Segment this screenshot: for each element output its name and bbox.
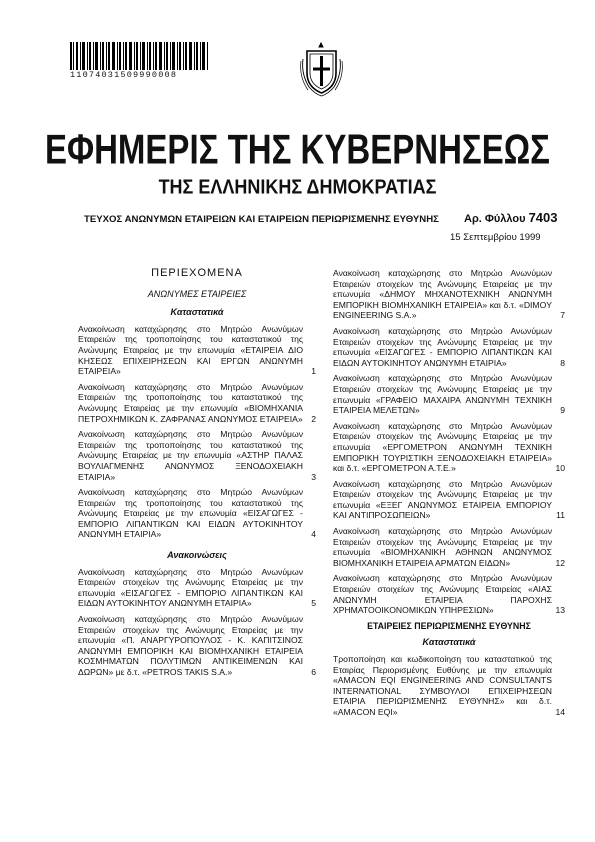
contents-entry — [333, 268, 565, 321]
coat-of-arms-icon — [299, 39, 344, 99]
entry-page-number: 4 — [311, 529, 316, 540]
sheet-label: Αρ. Φύλλου — [464, 213, 526, 225]
entry-page-number: 9 — [560, 405, 565, 416]
gazette-subtitle: ΤΗΣ ΕΛΛΗΝΙΚΗΣ ΔΗΜΟΚΡΑΤΙΑΣ — [158, 175, 437, 198]
barcode-number: 11074031509990008 — [70, 70, 178, 80]
sheet-number: 7403 — [528, 210, 558, 225]
contents-title: ΠΕΡΙΕΧΟΜΕΝΑ — [151, 267, 243, 279]
contents-entry — [333, 526, 565, 568]
entry-text: Ανακοίνωση καταχώρησης στο Μητρώο Ανωνύμων Εταιρειών στοιχείων της Ανώνυμης Εταιρείας «ΑΙΑΣ ΑΝΩΝΥΜΗ ΕΤΑΙΡΕΙΑ ΠΑΡΟΧΗΣ ΧΡΗΜΑΤΟΟΙΚΟΝΟΜΙΚΩΝ ΥΠΗΡΕΣΙΩΝ» — [333, 573, 552, 616]
contents-entry — [78, 382, 316, 424]
contents-entry — [78, 324, 316, 377]
entry-page-number: 10 — [555, 463, 565, 474]
entry-text: Ανακοίνωση καταχώρησης στο Μητρώο Ανωνύμων Εταιρειών στοιχείων της Ανώνυμης Εταιρείας με την επωνυμία «ΕΞΕΓ ΑΝΩΝΥΜΟΣ ΕΤΑΙΡΕΙΑ ΕΜΠΟΡΙΟΥ ΚΑΙ ΑΝΤΙΠΡΟΣΩΠΕΙΩΝ» — [333, 478, 552, 521]
entry-text: Ανακοίνωση καταχώρησης στο Μητρώο Ανωνύμων Εταιρειών στοιχείων της Ανώνυμης Εταιρείας με την επωνυμία «ΕΙΣΑΓΩΓΕΣ - ΕΜΠΟΡΙΟ ΛΙΠΑΝΤΙΚΩΝ ΚΑΙ ΕΙΔΩΝ ΑΥΤΟΚΙΝΗΤΟΥ ΑΝΩΝΥΜΗ ΕΤΑΙΡΙΑ» — [333, 325, 552, 368]
entry-page-number: 13 — [555, 605, 565, 616]
entry-page-number: 2 — [311, 413, 316, 424]
entry-text: Ανακοίνωση καταχώρησης στο Μητρώο Ανωνύμων Εταιρειών της τροποποίησης του καταστατικού της Ανώνυμης Εταιρείας με την επωνυμία «ΒΙΟΜΗΧΑΝΙΑ ΠΕΤΡΟΧΗΜΙΚΩΝ Κ. ΖΑΦΡΑΝΑΣ ΑΝΩΝΥΜΟΣ ΕΤΑΙΡΕΙΑ» — [78, 381, 303, 424]
issue-type: ΤΕΥΧΟΣ ΑΝΩΝΥΜΩΝ ΕΤΑΙΡΕΙΩΝ ΚΑΙ ΕΤΑΙΡΕΙΩΝ ΠΕΡΙΩΡΙΣΜΕΝΗΣ ΕΥΘΥΝΗΣ — [84, 214, 439, 225]
sheet-number-block — [464, 210, 558, 225]
entry-text: Ανακοίνωση καταχώρησης στο Μητρώο Ανωνύμων Εταιρειών στοιχείων της Ανώνυμης Εταιρείας με την επωνυμία «ΒΙΟΜΗΧΑΝΙΚΗ ΑΘΗΝΩΝ ΑΝΩΝΥΜΟΣ ΒΙΟΜΗΧΑΝΙΚΗ ΕΤΑΙΡΕΙΑ ΑΡΜΑΤΩΝ ΕΙΔΩΝ» — [333, 526, 552, 568]
entry-page-number: 14 — [555, 706, 565, 717]
barcode — [70, 42, 210, 70]
entry-text: Τροποποίηση και κωδικοποίηση του καταστατικού της Εταιρίας Περιορισμένης Ευθύνης με την επωνυμία «AMACON EQI ENGINEERING AND CONSULTANTS INTERNATIONAL ΣΥΜΒΟΥΛΟΙ ΕΠΙΧΕΙΡΗΣΕΩΝ ΕΤΑΙΡΙΑ ΠΕΡΙΩΡΙΣΜΕΝΗΣ ΕΥΘΥΝΗΣ» και δ.τ. «AMACON EQI» — [333, 654, 552, 717]
entry-text: Ανακοίνωση καταχώρησης στο Μητρώο Ανωνύμων Εταιρειών της τροποποίησης του καταστατικού της Ανώνυμης Εταιρείας με την επωνυμία «ΑΣΤΗΡ ΠΑΛΑΣ ΒΟΥΛΙΑΓΜΕΝΗΣ ΑΝΩΝΥΜΟΣ ΞΕΝΟΔΟΧΕΙΑΚΗ ΕΤΑΙΡΙΑ» — [78, 429, 303, 482]
entry-page-number: 1 — [311, 366, 316, 377]
contents-entry — [78, 429, 316, 482]
entry-text: Ανακοίνωση καταχώρησης στο Μητρώο Ανωνύμων Εταιρειών στοιχείων της Ανώνυμης Εταιρείας με την επωνυμία «Π. ΑΝΑΡΓΥΡΟΠΟΥΛΟΣ - Κ. ΚΑΠΙΤΣΙΝΟΣ ΑΝΩΝΥΜΗ ΕΜΠΟΡΙΚΗ ΚΑΙ ΒΙΟΜΗΧΑΝΙΚΗ ΕΤΑΙΡΕΙΑ ΚΟΣΜΗΜΑΤΩΝ ΠΟΛΥΤΙΜΩΝ ΑΝΤΙΚΕΙΜΕΝΩΝ ΚΑΙ ΔΩΡΩΝ» με δ.τ. «PETROS TAKIS S.A.» — [78, 614, 303, 677]
entry-text: Ανακοίνωση καταχώρησης στο Μητρώο Ανωνύμων Εταιρειών στοιχείων της Ανώνυμης Εταιρείας με την επωνυμία «ΔΗΜΟΥ ΜΗΧΑΝΟΤΕΧΝΙΚΗ ΑΝΩΝΥΜΗ ΕΜΠΟΡΙΚΗ ΒΙΟΜΗΧΑΝΙΚΗ ΕΤΑΙΡΕΙΑ» και δ.τ. «DIMOY ENGINEERING S.A.» — [333, 268, 552, 321]
issue-date: 15 Σεπτεμβρίου 1999 — [450, 232, 541, 243]
contents-entry — [333, 373, 565, 415]
entry-page-number: 5 — [311, 598, 316, 609]
entry-text: Ανακοίνωση καταχώρησης στο Μητρώο Ανωνύμων Εταιρειών της τροποποίησης του καταστατικού της Ανώνυμης Εταιρείας με την επωνυμία «ΕΙΣΑΓΩΓΕΣ - ΕΜΠΟΡΙΟ ΛΙΠΑΝΤΙΚΩΝ ΚΑΙ ΕΙΔΩΝ ΑΥΤΟΚΙΝΗΤΟΥ ΑΝΩΝΥΜΗ ΕΤΑΙΡΙΑ» — [78, 487, 303, 540]
section-heading: ΑΝΩΝΥΜΕΣ ΕΤΑΙΡΕΙΕΣ — [147, 288, 247, 299]
contents-entry — [78, 567, 316, 609]
contents-entry — [333, 479, 565, 521]
entry-text: Ανακοίνωση καταχώρησης στο Μητρώο Ανωνύμων Εταιρειών της τροποποίησης του καταστατικού της Ανώνυμης Εταιρείας με την επωνυμία «ΕΤΑΙΡΕΙΑ ΔΙΟ ΚΗΣΕΩΣ ΕΠΙΧΕΙΡΗΣΕΩΝ ΚΑΙ ΕΡΓΩΝ ΑΝΩΝΥΜΗ ΕΤΑΙΡΕΙΑ» — [78, 323, 303, 377]
contents-entry — [333, 326, 565, 368]
entry-text: Ανακοίνωση καταχώρησης στο Μητρώο Ανωνύμων Εταιρειών στοιχείων της Ανώνυμης Εταιρείας με την επωνυμία «ΕΙΣΑΓΩΓΕΣ - ΕΜΠΟΡΙΟ ΛΙΠΑΝΤΙΚΩΝ ΚΑΙ ΕΙΔΩΝ ΑΥΤΟΚΙΝΗΤΟΥ ΑΝΩΝΥΜΗ ΕΤΑΙΡΙΑ» — [78, 566, 303, 609]
entry-page-number: 12 — [555, 557, 565, 568]
subsection-heading: Καταστατικά — [170, 307, 224, 318]
contents-entry — [333, 654, 565, 718]
gazette-title: ΕΦΗΜΕΡΙΣ ΤΗΣ ΚΥΒΕΡΝΗΣΕΩΣ — [45, 126, 550, 173]
subsection-heading: Καταστατικά — [422, 637, 476, 648]
contents-entry — [78, 614, 316, 678]
entry-page-number: 8 — [560, 357, 565, 368]
contents-right-column — [333, 268, 565, 723]
contents-entry — [333, 573, 565, 615]
entry-page-number: 11 — [556, 510, 565, 521]
entry-page-number: 3 — [311, 471, 316, 482]
section-heading: ΕΤΑΙΡΕΙΕΣ ΠΕΡΙΩΡΙΣΜΕΝΗΣ ΕΥΘΥΝΗΣ — [367, 620, 531, 631]
contents-entry — [333, 421, 565, 474]
entry-page-number: 7 — [560, 310, 565, 321]
contents-entry — [78, 487, 316, 540]
entry-page-number: 6 — [311, 667, 316, 677]
entry-text: Ανακοίνωση καταχώρησης στο Μητρώο Ανωνύμων Εταιρειών στοιχείων της Ανώνυμης Εταιρείας με την επωνυμία «ΓΡΑΦΕΙΟ ΜΑΧΑΙΡΑ ΑΝΩΝΥΜΗ ΤΕΧΝΙΚΗ ΕΤΑΙΡΕΙΑ ΜΕΛΕΤΩΝ» — [333, 373, 552, 416]
subsection-heading: Ανακοινώσεις — [167, 550, 227, 561]
entry-text: Ανακοίνωση καταχώρησης στο Μητρώο Ανωνύμων Εταιρειών στοιχείων της Ανώνυμης Εταιρείας με την επωνυμία «ΕΡΓΟΜΕΤΡΟΝ ΑΝΩΝΥΜΗ ΤΕΧΝΙΚΗ ΕΜΠΟΡΙΚΗ ΤΟΥΡΙΣΤΙΚΗ ΞΕΝΟΔΟΧΕΙΑΚΗ ΕΤΑΙΡΕΙΑ» και δ.τ. «ΕΡΓΟΜΕΤΡΟΝ Α.Τ.Ε.» — [333, 420, 552, 474]
contents-left-column — [78, 268, 316, 683]
